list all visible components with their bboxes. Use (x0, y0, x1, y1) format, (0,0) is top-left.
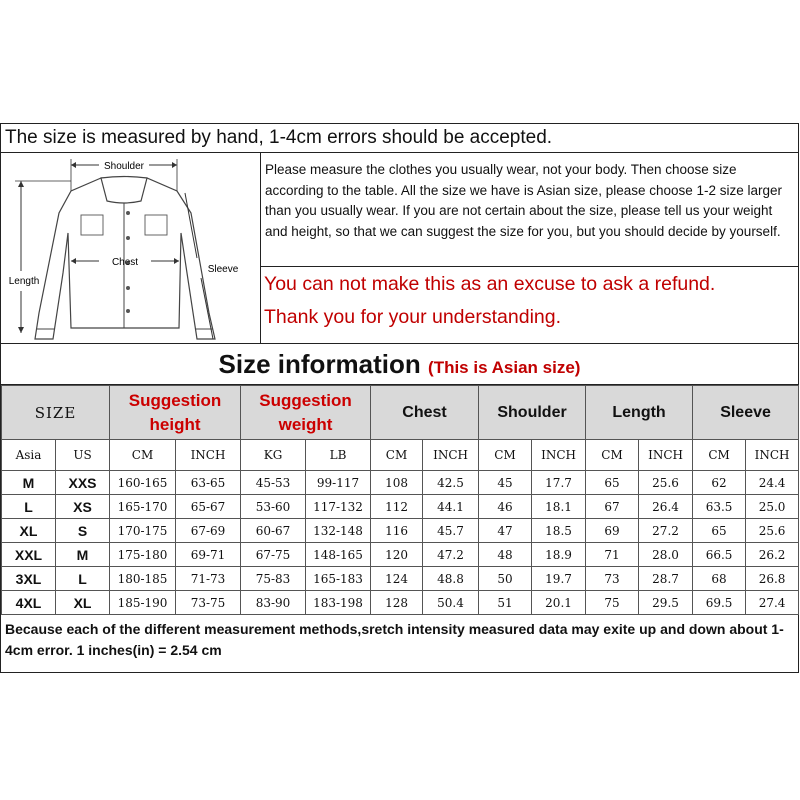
table-cell: M (56, 543, 110, 567)
table-cell: 26.4 (639, 495, 693, 519)
chest-header: Chest (371, 386, 479, 440)
table-cell: 69.5 (693, 591, 746, 615)
table-cell: XXL (2, 543, 56, 567)
size-chart (0, 123, 799, 673)
table-cell: 67-69 (176, 519, 241, 543)
table-cell: 60-67 (241, 519, 306, 543)
table-cell: 45 (479, 471, 532, 495)
table-cell: 46 (479, 495, 532, 519)
subheader-cell: CM (479, 440, 532, 471)
table-cell: 175-180 (110, 543, 176, 567)
suggestion-height-header (110, 386, 241, 440)
footer-note: Because each of the different measurement methods,sretch intensity measured data may exite up and down about 1-4cm error. 1 inches(in) = 2.54 cm (5, 621, 784, 658)
subheader-cell: INCH (639, 440, 693, 471)
table-cell: 28.7 (639, 567, 693, 591)
weight-header-line1: Suggestion (259, 390, 352, 410)
size-table (1, 385, 799, 615)
table-cell: 99-117 (306, 471, 371, 495)
table-cell: 75 (586, 591, 639, 615)
table-cell: 71-73 (176, 567, 241, 591)
shirt-diagram (1, 153, 261, 343)
table-row (2, 471, 799, 495)
table-cell: 65-67 (176, 495, 241, 519)
table-cell: 128 (371, 591, 423, 615)
table-cell: 165-170 (110, 495, 176, 519)
table-cell: 44.1 (423, 495, 479, 519)
refund-notice (261, 268, 798, 343)
shirt-icon (1, 153, 260, 343)
table-cell: 4XL (2, 591, 56, 615)
table-cell: 63.5 (693, 495, 746, 519)
subheader-cell: Asia (2, 440, 56, 471)
size-title: Size information (218, 349, 421, 379)
table-cell: S (56, 519, 110, 543)
table-cell: 68 (693, 567, 746, 591)
table-cell: 73 (586, 567, 639, 591)
table-cell: 47 (479, 519, 532, 543)
table-row (2, 591, 799, 615)
subheader-cell: INCH (746, 440, 799, 471)
table-subheader-row (2, 440, 799, 471)
length-label: Length (8, 276, 40, 287)
weight-header-line2: weight (278, 414, 333, 434)
table-cell: L (56, 567, 110, 591)
info-section (1, 153, 798, 344)
table-cell: 67 (586, 495, 639, 519)
table-cell: 17.7 (532, 471, 586, 495)
table-cell: 48 (479, 543, 532, 567)
table-cell: XL (2, 519, 56, 543)
table-cell: 47.2 (423, 543, 479, 567)
table-cell: 124 (371, 567, 423, 591)
table-cell: 29.5 (639, 591, 693, 615)
table-cell: XL (56, 591, 110, 615)
table-cell: 27.4 (746, 591, 799, 615)
table-cell: 65 (586, 471, 639, 495)
subheader-cell: CM (371, 440, 423, 471)
refund-line-2: Thank you for your understanding. (264, 306, 562, 328)
subheader-cell: INCH (176, 440, 241, 471)
table-cell: 180-185 (110, 567, 176, 591)
table-cell: 69-71 (176, 543, 241, 567)
table-cell: 20.1 (532, 591, 586, 615)
table-cell: 183-198 (306, 591, 371, 615)
table-cell: 50.4 (423, 591, 479, 615)
table-cell: 3XL (2, 567, 56, 591)
subheader-cell: INCH (532, 440, 586, 471)
table-cell: 62 (693, 471, 746, 495)
table-cell: 19.7 (532, 567, 586, 591)
subheader-cell: CM (586, 440, 639, 471)
table-cell: 67-75 (241, 543, 306, 567)
subheader-cell: INCH (423, 440, 479, 471)
table-cell: 83-90 (241, 591, 306, 615)
table-cell: 66.5 (693, 543, 746, 567)
suggestion-weight-header (241, 386, 371, 440)
sleeve-header: Sleeve (693, 386, 799, 440)
table-cell: 45.7 (423, 519, 479, 543)
table-cell: L (2, 495, 56, 519)
table-cell: 18.9 (532, 543, 586, 567)
table-cell: 185-190 (110, 591, 176, 615)
table-body (2, 471, 799, 615)
table-cell: 112 (371, 495, 423, 519)
table-cell: XS (56, 495, 110, 519)
chest-label: Chest (111, 257, 139, 268)
height-header-line2: height (149, 414, 201, 434)
table-cell: 117-132 (306, 495, 371, 519)
table-header-row (2, 386, 799, 440)
table-cell: 116 (371, 519, 423, 543)
table-cell: 53-60 (241, 495, 306, 519)
table-cell: 170-175 (110, 519, 176, 543)
sleeve-label: Sleeve (207, 264, 239, 275)
table-cell: 25.6 (746, 519, 799, 543)
table-cell: 75-83 (241, 567, 306, 591)
refund-line-1: You can not make this as an excuse to ask a refund. (264, 273, 716, 295)
table-cell: 26.8 (746, 567, 799, 591)
asian-size-note: (This is Asian size) (428, 358, 581, 377)
subheader-cell: CM (693, 440, 746, 471)
table-cell: M (2, 471, 56, 495)
table-cell: 165-183 (306, 567, 371, 591)
subheader-cell: KG (241, 440, 306, 471)
table-cell: 71 (586, 543, 639, 567)
table-cell: 51 (479, 591, 532, 615)
subheader-cell: US (56, 440, 110, 471)
table-cell: 160-165 (110, 471, 176, 495)
table-cell: 108 (371, 471, 423, 495)
table-cell: 48.8 (423, 567, 479, 591)
subheader-cell: LB (306, 440, 371, 471)
measure-instructions: Please measure the clothes you usually wear, not your body. Then choose size according to the table. All the size we have is Asian size, please choose 1-2 size larger than you usually wear. If you are not certain about the size, please tell us your weight and height, so that we can suggest the size for you, but you should decide by yourself. (261, 153, 798, 267)
table-cell: 25.0 (746, 495, 799, 519)
shoulder-label: Shoulder (103, 161, 145, 172)
height-header-line1: Suggestion (128, 390, 222, 410)
measurement-notice: The size is measured by hand, 1-4cm errors should be accepted. (1, 124, 798, 153)
table-cell: 18.1 (532, 495, 586, 519)
subheader-cell: CM (110, 440, 176, 471)
table-cell: 28.0 (639, 543, 693, 567)
table-cell: 65 (693, 519, 746, 543)
table-cell: 45-53 (241, 471, 306, 495)
table-row (2, 543, 799, 567)
size-header: SIZE (2, 386, 110, 440)
table-cell: 63-65 (176, 471, 241, 495)
table-cell: 24.4 (746, 471, 799, 495)
table-cell: 26.2 (746, 543, 799, 567)
table-cell: 69 (586, 519, 639, 543)
table-cell: 132-148 (306, 519, 371, 543)
table-cell: 148-165 (306, 543, 371, 567)
table-row (2, 495, 799, 519)
table-cell: 73-75 (176, 591, 241, 615)
table-cell: 18.5 (532, 519, 586, 543)
table-cell: 42.5 (423, 471, 479, 495)
length-header: Length (586, 386, 693, 440)
table-cell: 120 (371, 543, 423, 567)
table-row (2, 519, 799, 543)
shoulder-header: Shoulder (479, 386, 586, 440)
table-cell: XXS (56, 471, 110, 495)
size-information-title (1, 344, 798, 385)
table-cell: 50 (479, 567, 532, 591)
table-cell: 25.6 (639, 471, 693, 495)
table-cell: 27.2 (639, 519, 693, 543)
table-row (2, 567, 799, 591)
